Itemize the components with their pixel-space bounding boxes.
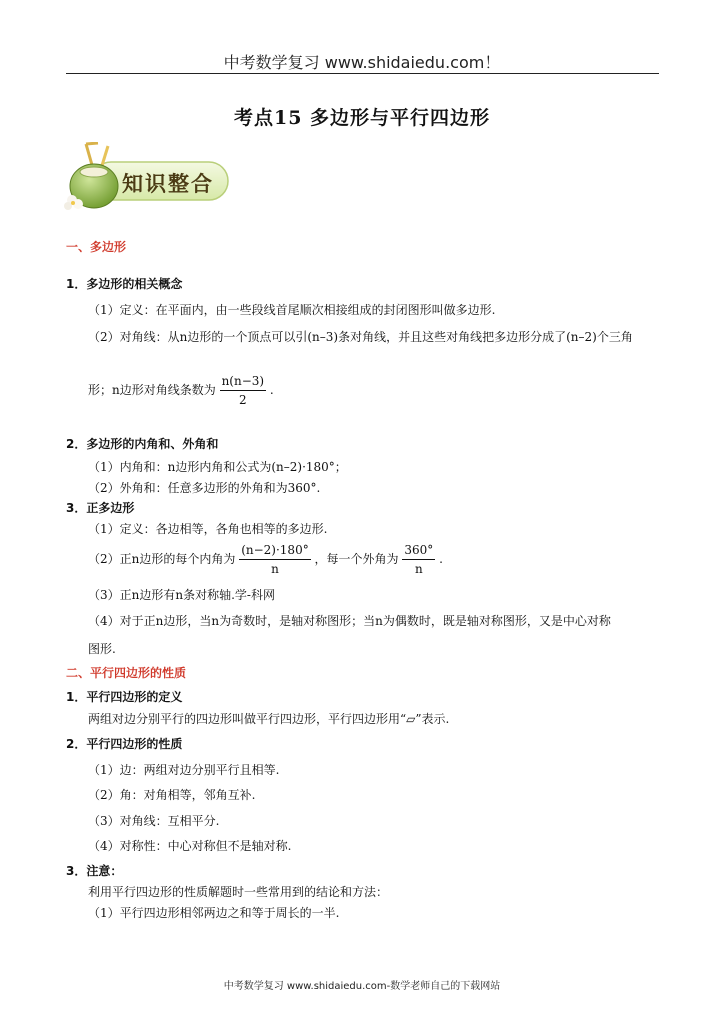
section-heading: 二、平行四边形的性质: [66, 666, 187, 680]
text: 形；n边形对角线条数为: [88, 383, 216, 397]
paragraph: 两组对边分别平行的四边形叫做平行四边形，平行四边形用“▱”表示.: [88, 712, 450, 726]
fraction-denominator: 2: [239, 393, 247, 407]
subsection-heading: 1．平行四边形的定义: [66, 690, 183, 704]
fraction-denominator: n: [414, 562, 423, 576]
paragraph-with-fraction: [88, 543, 443, 576]
fraction-denominator: n: [271, 562, 279, 576]
paragraph: （1）定义：各边相等，各角也相等的多边形.: [88, 522, 328, 536]
subsection-heading: 1．多边形的相关概念: [66, 277, 183, 291]
paragraph: （2）对角线：从n边形的一个顶点可以引(n–3)条对角线，并且这些对角线把多边形分成了(n–2)个三角: [88, 330, 633, 344]
paragraph: （1）平行四边形相邻两边之和等于周长的一半.: [88, 906, 340, 920]
paragraph: （2）角：对角相等，邻角互补.: [88, 788, 256, 802]
paragraph: （1）内角和：n边形内角和公式为(n–2)·180°；: [88, 460, 347, 474]
fraction: [220, 374, 267, 407]
fraction: [402, 543, 435, 576]
text: .: [439, 552, 443, 566]
fraction: [239, 543, 311, 576]
fraction-numerator: 360°: [402, 543, 435, 560]
subsection-heading: 2．平行四边形的性质: [66, 737, 183, 751]
text: （2）正n边形的每个内角为: [88, 552, 236, 566]
text: ，每一个外角为: [314, 552, 399, 566]
knowledge-summary-badge: [64, 142, 232, 212]
paragraph: （2）外角和：任意多边形的外角和为360°.: [88, 481, 321, 495]
paragraph: （4）对于正n边形，当n为奇数时，是轴对称图形；当n为偶数时，既是轴对称图形，又是中心对称: [88, 614, 611, 628]
paragraph: （3）对角线：互相平分.: [88, 814, 220, 828]
page-header: 中考数学复习 www.shidaiedu.com！: [223, 53, 501, 72]
paragraph: （1）边：两组对边分别平行且相等.: [88, 763, 280, 777]
page-footer: 中考数学复习 www.shidaiedu.com-数学老师自己的下载网站: [223, 981, 501, 992]
paragraph: （3）正n边形有n条对称轴.学-科网: [88, 588, 275, 602]
fraction-numerator: n(n−3): [220, 374, 267, 391]
paragraph-with-fraction: [88, 374, 274, 407]
paragraph: 利用平行四边形的性质解题时一些常用到的结论和方法：: [88, 885, 389, 899]
header-divider: [66, 73, 659, 74]
paragraph: 图形.: [88, 642, 116, 656]
paragraph: （4）对称性：中心对称但不是轴对称.: [88, 839, 292, 853]
fraction-numerator: (n−2)·180°: [239, 543, 311, 560]
section-heading: 一、多边形: [66, 240, 127, 254]
paragraph: （1）定义：在平面内，由一些段线首尾顺次相接组成的封闭图形叫做多边形.: [88, 303, 496, 317]
text: .: [269, 383, 274, 397]
badge-label: 知识整合: [122, 171, 214, 196]
document-title: 考点15 多边形与平行四边形: [233, 107, 491, 129]
subsection-heading: 2．多边形的内角和、外角和: [66, 437, 219, 451]
subsection-heading: 3．正多边形: [66, 501, 135, 515]
subsection-heading: 3．注意：: [66, 864, 123, 878]
